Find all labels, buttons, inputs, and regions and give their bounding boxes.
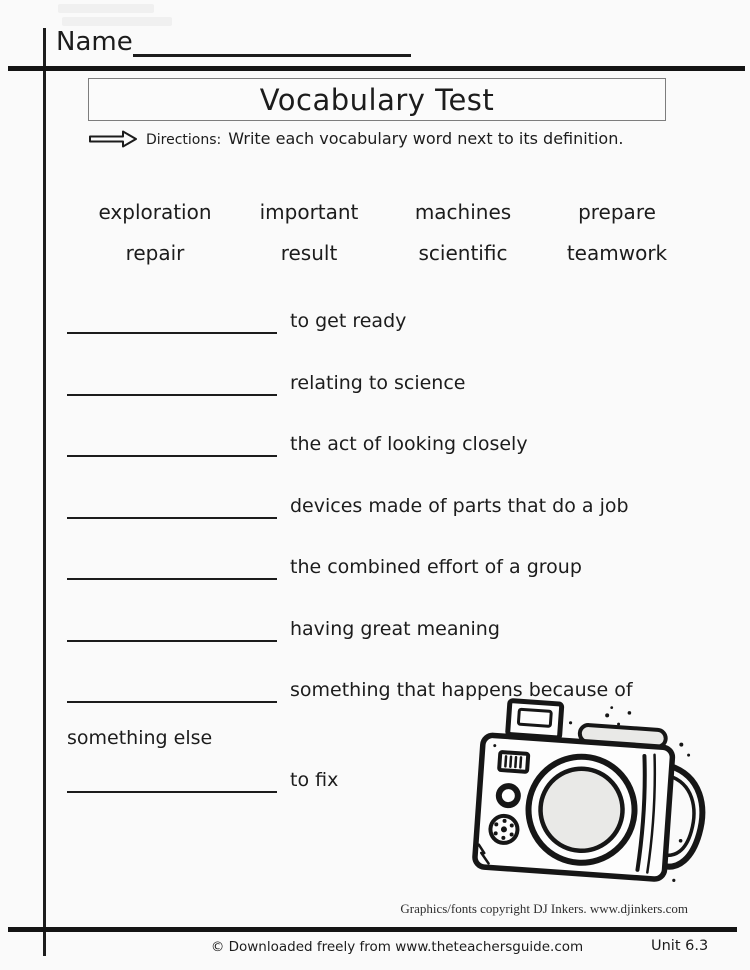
- definition-text: the combined effort of a group: [290, 556, 582, 578]
- right-arrow-icon: [87, 130, 139, 148]
- definition-row: [67, 612, 500, 642]
- definition-text: to get ready: [290, 310, 407, 332]
- name-row: [56, 27, 411, 57]
- definition-text-wrap: something else: [67, 727, 213, 749]
- definition-text: the act of looking closely: [290, 433, 528, 455]
- word-bank-item: teamwork: [566, 241, 668, 265]
- definition-row: [67, 763, 338, 793]
- name-blank[interactable]: [133, 31, 411, 57]
- page-title: Vocabulary Test: [259, 82, 495, 117]
- definition-row: [67, 550, 582, 580]
- unit-label: Unit 6.3: [651, 938, 709, 954]
- definition-row: [67, 427, 528, 457]
- directions-row: [87, 129, 623, 148]
- graphics-credit: Graphics/fonts copyright DJ Inkers. www.djinkers.com: [400, 901, 688, 916]
- answer-blank[interactable]: [67, 550, 277, 580]
- word-bank-item: machines: [414, 200, 512, 224]
- answer-blank[interactable]: [67, 673, 277, 703]
- definition-text: something that happens because of: [290, 679, 633, 701]
- answer-blank[interactable]: [67, 304, 277, 334]
- word-bank-item: result: [280, 241, 338, 265]
- name-label: Name: [56, 27, 133, 57]
- definition-text: devices made of parts that do a job: [290, 495, 629, 517]
- directions-label: Directions:: [146, 131, 222, 148]
- definition-row: [67, 304, 406, 334]
- definition-row: [67, 366, 465, 396]
- answer-blank[interactable]: [67, 763, 277, 793]
- download-credit: © Downloaded freely from www.theteachersguide.com: [210, 939, 584, 955]
- bottom-rule: [8, 927, 737, 932]
- answer-blank[interactable]: [67, 489, 277, 519]
- word-bank-item: important: [259, 200, 359, 224]
- definition-text: to fix: [290, 769, 339, 791]
- directions-text: Write each vocabulary word next to its definition.: [228, 129, 624, 148]
- definition-text: relating to science: [290, 372, 466, 394]
- answer-blank[interactable]: [67, 612, 277, 642]
- title-box: [88, 78, 666, 121]
- word-bank-item: prepare: [578, 200, 656, 224]
- definition-row: [67, 489, 629, 519]
- answer-blank[interactable]: [67, 366, 277, 396]
- word-bank-item: exploration: [98, 200, 212, 224]
- word-bank: [78, 200, 694, 265]
- word-bank-item: scientific: [418, 241, 508, 265]
- definition-text: having great meaning: [290, 618, 500, 640]
- camera-illustration: [455, 698, 715, 898]
- answer-blank[interactable]: [67, 427, 277, 457]
- margin-line: [43, 28, 46, 956]
- top-rule: [8, 66, 745, 71]
- word-bank-item: repair: [125, 241, 185, 265]
